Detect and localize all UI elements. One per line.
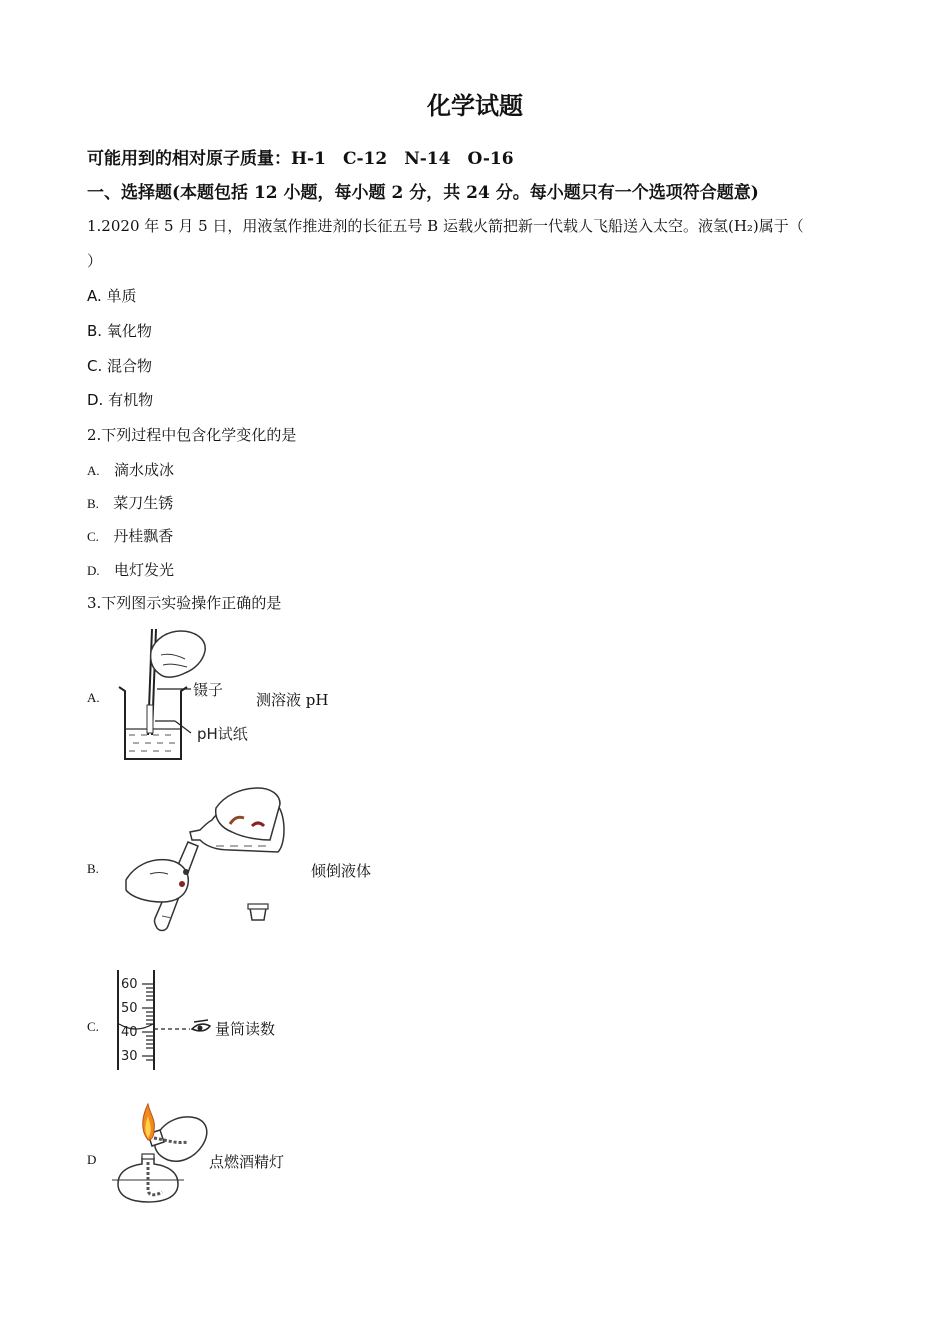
- option-label: C.: [87, 357, 103, 375]
- q2-option-c: [87, 525, 173, 546]
- q2-option-b: [87, 492, 173, 513]
- alcohol-lamp-figure: [104, 1100, 214, 1210]
- cylinder-figure: [112, 968, 222, 1072]
- option-label: B.: [87, 496, 99, 511]
- option-text: 有机物: [108, 391, 154, 409]
- q2-stem: 2.下列过程中包含化学变化的是: [87, 426, 297, 444]
- option-label: A.: [87, 463, 100, 478]
- q1-option-c: [87, 355, 152, 376]
- ph-paper-label: pH试纸: [197, 725, 248, 743]
- section-heading: 一、选择题(本题包括 12 小题，每小题 2 分，共 24 分。每小题只有一个选项符合题意): [87, 183, 759, 203]
- tweezers-label: 镊子: [193, 681, 224, 699]
- q2-option-a: [87, 459, 174, 480]
- option-text: 氧化物: [106, 322, 152, 340]
- tick-label: 60: [121, 977, 138, 992]
- option-label: B.: [87, 322, 103, 340]
- q3-option-b-caption: 倾倒液体: [311, 862, 372, 880]
- option-text: 电灯发光: [113, 561, 174, 579]
- option-text: 菜刀生锈: [113, 494, 174, 512]
- q1-option-a: [87, 285, 137, 306]
- option-label: C.: [87, 529, 99, 544]
- q1-option-d: [87, 389, 153, 410]
- q3-option-c-label: C.: [87, 1019, 99, 1034]
- q3-stem: 3.下列图示实验操作正确的是: [87, 594, 282, 612]
- page-title: 化学试题: [427, 91, 523, 120]
- q2-option-d: [87, 559, 174, 580]
- pouring-figure: [120, 780, 290, 935]
- q3-option-b-label: B.: [87, 861, 99, 876]
- option-text: 单质: [106, 287, 137, 305]
- option-text: 滴水成冰: [113, 461, 174, 479]
- q3-option-a-caption: 测溶液 pH: [256, 691, 329, 709]
- q3-option-c-caption: 量筒读数: [215, 1020, 276, 1038]
- q3-option-a-label: A.: [87, 690, 100, 705]
- q1-stem-line2: ）: [87, 252, 103, 270]
- option-label: D.: [87, 391, 104, 409]
- q3-option-d-label: D: [87, 1152, 97, 1167]
- q3-option-d-caption: 点燃酒精灯: [209, 1153, 285, 1171]
- option-label: A.: [87, 287, 102, 305]
- tick-label: 30: [121, 1049, 138, 1064]
- q1-option-b: [87, 320, 152, 341]
- option-label: D.: [87, 563, 100, 578]
- option-text: 混合物: [107, 357, 153, 375]
- atomic-mass-line: 可能用到的相对原子质量：H-1 C-12 N-14 O-16: [87, 149, 514, 169]
- option-text: 丹桂飘香: [113, 527, 174, 545]
- tick-label: 50: [121, 1001, 138, 1016]
- q1-stem-line1: 1.2020 年 5 月 5 日，用液氢作推进剂的长征五号 B 运载火箭把新一代载人飞船送入太空。液氢(H₂)属于（: [87, 217, 804, 235]
- tick-label: 40: [121, 1025, 138, 1040]
- ph-test-figure: [115, 625, 265, 765]
